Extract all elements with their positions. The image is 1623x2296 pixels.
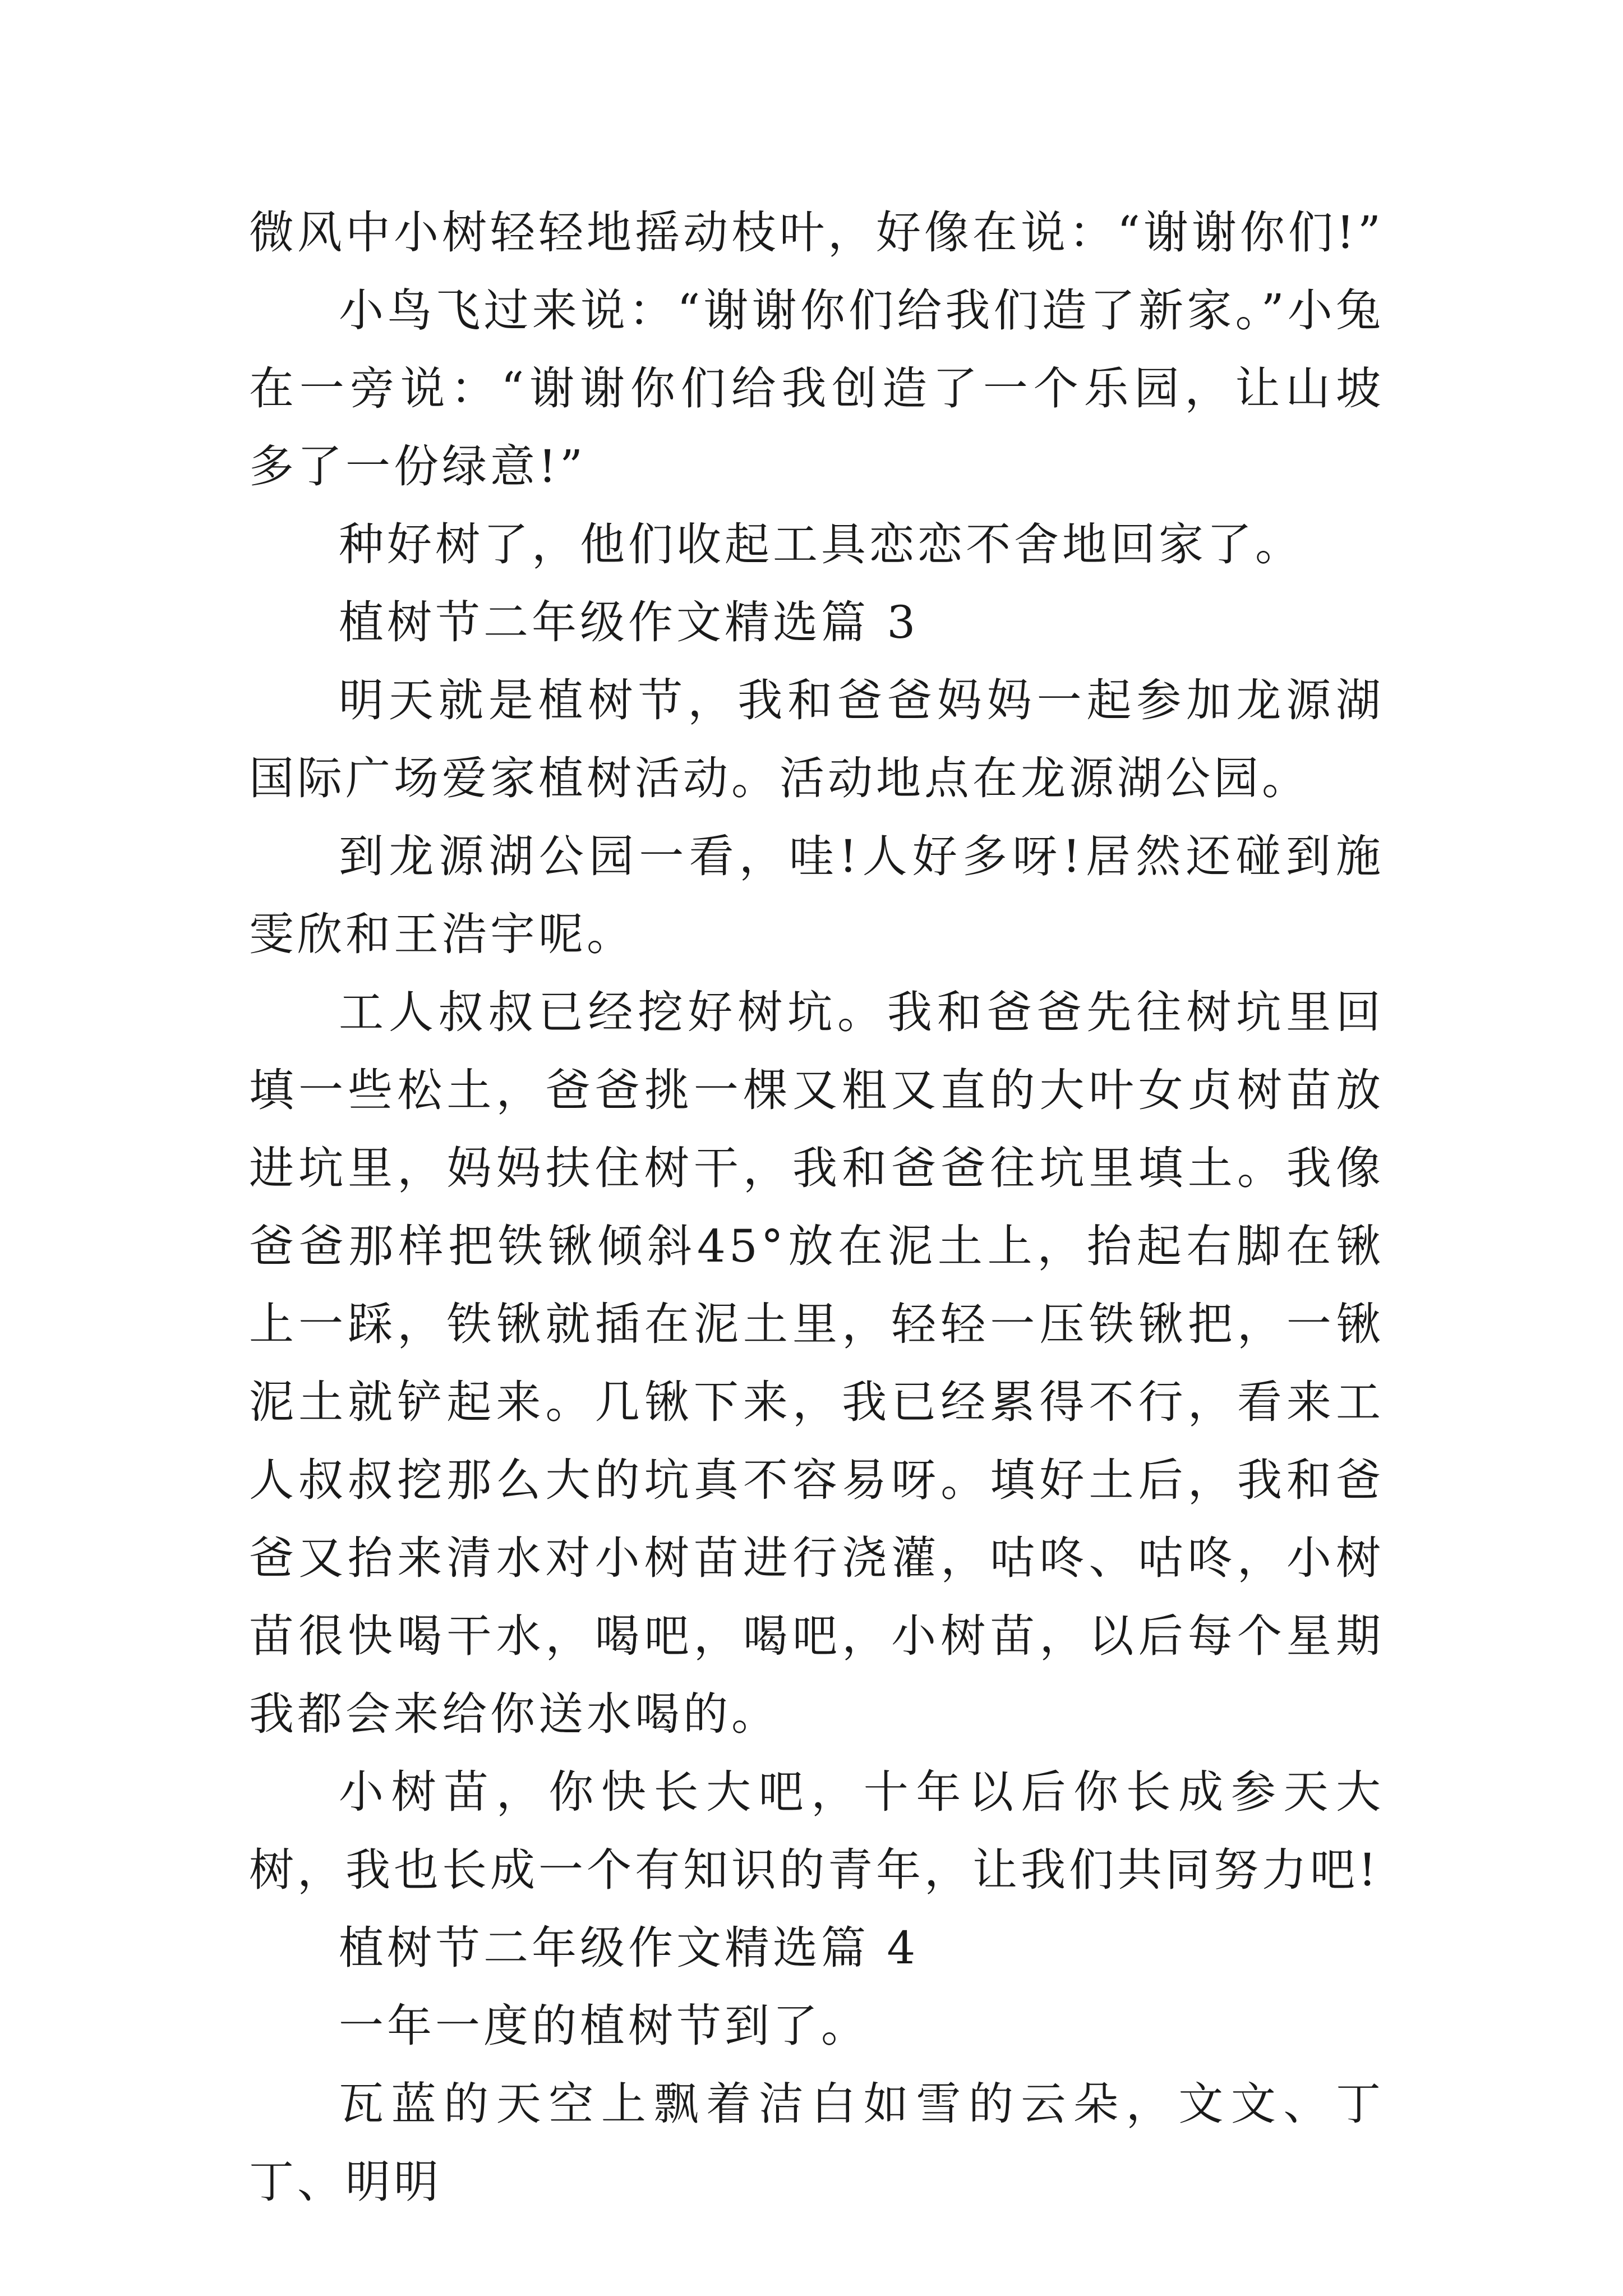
paragraph-8: 一年一度的植树节到了。 — [339, 2000, 869, 2052]
paragraph-7: 小树苗，你快长大吧，十年以后你长成参天大树，我也长成一个有知识的青年，让我们共同努力吧! — [249, 1766, 1384, 1896]
section-heading-3: 植树节二年级作文精选篇 3 — [339, 596, 919, 648]
section-heading-4: 植树节二年级作文精选篇 4 — [339, 1922, 919, 1974]
paragraph-6: 工人叔叔已经挖好树坑。我和爸爸先往树坑里回填一些松土，爸爸挑一棵又粗又直的大叶女贞树苗放进坑里，妈妈扶住树干，我和爸爸往坑里填土。我像爸爸那样把铁锹倾斜45°放在泥土上，抬起右脚在锹上一踩，铁锹就插在泥土里，轻轻一压铁锹把，一锹泥土就铲起来。几锹下来，我已经累得不行，看来工人叔叔挖那么大的坑真不容易呀。填好土后，我和爸爸又抬来清水对小树苗进行浇灌，咕咚、咕咚，小树苗很快喝干水，喝吧，喝吧，小树苗，以后每个星期我都会来给你送水喝的。 — [249, 986, 1384, 1740]
paragraph-9: 瓦蓝的天空上飘着洁白如雪的云朵，文文、丁丁、明明 — [249, 2078, 1384, 2208]
paragraph-3: 种好树了，他们收起工具恋恋不舍地回家了。 — [339, 518, 1303, 570]
paragraph-1: 微风中小树轻轻地摇动枝叶，好像在说：“谢谢你们!” — [249, 206, 1384, 259]
paragraph-2: 小鸟飞过来说：“谢谢你们给我们造了新家。”小兔在一旁说：“谢谢你们给我创造了一个乐园，让山坡多了一份绿意!” — [249, 284, 1384, 493]
paragraph-5: 到龙源湖公园一看，哇!人好多呀!居然还碰到施雯欣和王浩宇呢。 — [249, 830, 1384, 960]
document-body — [249, 194, 1384, 2221]
paragraph-4: 明天就是植树节，我和爸爸妈妈一起参加龙源湖国际广场爱家植树活动。活动地点在龙源湖公园。 — [249, 674, 1384, 804]
